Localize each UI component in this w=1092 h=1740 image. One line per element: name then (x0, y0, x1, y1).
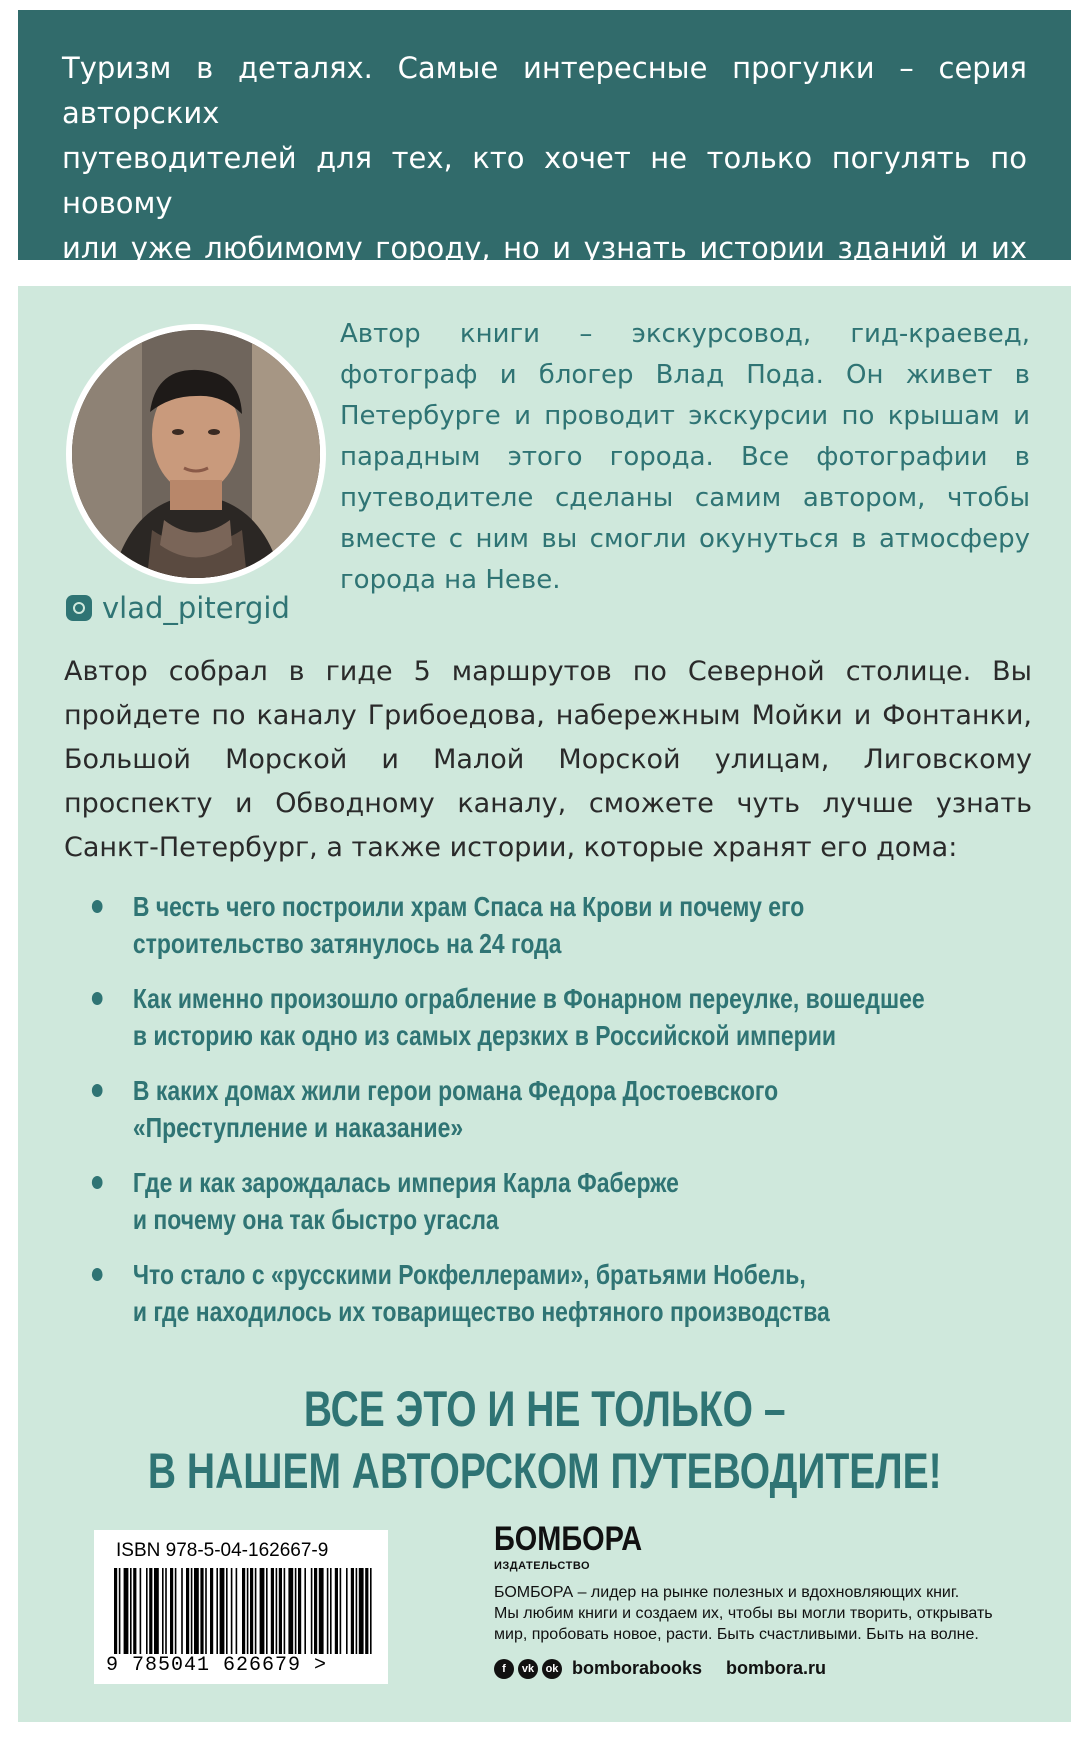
bullet-line: Как именно произошло ограбление в Фонарном переулке, вошедшее (132, 983, 925, 1014)
bullet-line: и почему она так быстро угасла (132, 1204, 499, 1235)
publisher-logo-text: БОМБОРА (494, 1520, 643, 1558)
author-bio: Автор книги – экскурсовод, гид-краевед, фотограф и блогер Влад Пода. Он живет в Петербурге и проводит экскурсии по крышам и парадным этого города. Все фотографии в путеводителе сделаны самим автором, чтобы вместе с ним вы смогли окунуться в атмосферу города на Неве. (340, 319, 1030, 595)
barcode-icon (112, 1568, 374, 1654)
publisher-logo (494, 1522, 668, 1556)
bullet-line: в историю как одно из самых дерзких в Российской империи (132, 1020, 836, 1051)
slogan (18, 1378, 1071, 1502)
list-item (64, 1072, 1035, 1146)
intro-line: или уже любимому городу, но и узнать истории зданий и их (62, 231, 1027, 265)
routes-paragraph: Автор собрал в гиде 5 маршрутов по Северной столице. Вы пройдете по каналу Грибоедова, набережным Мойки и Фонтанки, Большой Морской и Малой Морской улицам, Лиговскому проспекту и Обводному каналу, сможете чуть лучше узнать Санкт-Петербург, а также истории, которые хранят его дома: (64, 656, 1032, 863)
slogan-line-1: ВСЕ ЭТО И НЕ ТОЛЬКО – (303, 1381, 786, 1437)
intro-line: путеводителей для тех, кто хочет не только погулять по новому (62, 141, 1027, 220)
instagram-handle: vlad_pitergid (102, 591, 290, 625)
bullet-line: Где и как зарождалась империя Карла Фаберже (132, 1167, 679, 1198)
bullet-line: «Преступление и наказание» (132, 1112, 464, 1143)
author-portrait (66, 324, 326, 584)
routes-bullet-list (64, 888, 1024, 1348)
list-item (64, 1256, 1035, 1330)
ok-icon[interactable]: ok (542, 1659, 562, 1679)
vk-icon[interactable]: vk (518, 1659, 538, 1679)
bullet-line: В честь чего построили храм Спаса на Крови и почему его (132, 891, 805, 922)
list-item (64, 980, 1035, 1054)
publisher-socials (494, 1658, 826, 1679)
list-item (64, 1164, 1035, 1238)
isbn-barcode-box (94, 1530, 388, 1684)
bullet-line: Что стало с «русскими Рокфеллерами», братьями Нобель, (132, 1259, 806, 1290)
website-link[interactable]: bombora.ru (726, 1658, 827, 1678)
publisher-logo-sub: ИЗДАТЕЛЬСТВО (494, 1560, 591, 1572)
facebook-icon[interactable]: f (494, 1659, 514, 1679)
author-portrait-image (72, 330, 320, 578)
instagram-icon (66, 595, 92, 621)
instagram-link[interactable] (66, 590, 290, 626)
intro-line: Туризм в деталях. Самые интересные прогулки – серия авторских (62, 51, 1027, 130)
slogan-line-2: В НАШЕМ АВТОРСКОМ ПУТЕВОДИТЕЛЕ! (147, 1443, 942, 1499)
social-handle[interactable]: bomborabooks (572, 1658, 703, 1678)
bullet-line: В каких домах жили герои романа Федора Достоевского (132, 1075, 779, 1106)
intro-band (18, 10, 1071, 265)
barcode-digits: 9 785041 626679 > (106, 1654, 328, 1677)
publisher-description (494, 1582, 1054, 1645)
bullet-line: и где находилось их товарищество нефтяного производства (132, 1296, 830, 1327)
publisher-desc-line: мир, пробовать новое, расти. Быть счастливыми. Быть на волне. (494, 1626, 979, 1643)
content-panel (18, 286, 1071, 1722)
isbn-label: ISBN 978-5-04-162667-9 (116, 1540, 329, 1561)
list-item (64, 888, 1035, 962)
bullet-line: строительство затянулось на 24 года (132, 928, 562, 959)
publisher-desc-line: Мы любим книги и создаем их, чтобы вы могли творить, открывать (494, 1605, 993, 1622)
publisher-desc-line: БОМБОРА – лидер на рынке полезных и вдохновляющих книг. (494, 1584, 960, 1601)
